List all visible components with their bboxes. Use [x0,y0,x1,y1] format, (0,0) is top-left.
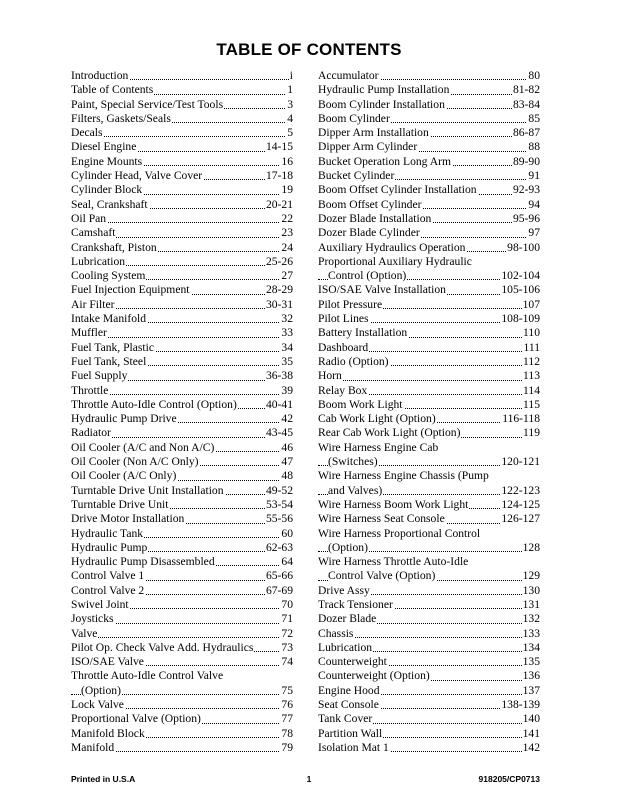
toc-entry-page: 115 [523,397,540,411]
toc-entry-title: Throttle [71,383,109,397]
toc-entry-title: Hydraulic Pump Drive [71,412,177,426]
toc-entry [318,698,540,712]
toc-entry-title: Valve [71,626,98,640]
toc-entry [71,569,293,583]
toc-entry-page: 3 [287,97,293,111]
toc-entry-title: Control Valve 2 [71,583,145,597]
toc-entry-title-continued: (Option) [328,540,368,554]
toc-entry [71,698,293,712]
toc-entry-page: 65-66 [265,569,293,583]
toc-entry [71,140,293,154]
toc-entry [318,69,540,83]
toc-entry-page: 133 [522,626,540,640]
toc-entry-title: Drive Motor Installation [71,512,185,526]
toc-entry-page: 24 [281,240,293,254]
toc-entry [71,212,293,226]
toc-entry [71,198,293,212]
toc-entry-page: 140 [522,712,540,726]
toc-entry-page: 129 [522,569,540,583]
toc-entry-title: Tank Cover [318,712,373,726]
toc-entry [71,169,293,183]
toc-entry-title: Counterweight (Option) [318,669,430,683]
toc-entry-page: 60 [281,526,293,540]
toc-entry-page: 19 [281,183,293,197]
toc-entry [71,398,293,412]
toc-entry-title: Wire Harness Proportional Control [318,526,481,540]
toc-entry [71,612,293,626]
toc-entry [318,341,540,355]
toc-entry [318,441,540,470]
leader-dots [318,379,540,381]
toc-entry-page: 22 [281,211,293,225]
toc-entry-page: 136 [522,669,540,683]
toc-entry-page: 33 [281,326,293,340]
toc-entry-title: Radiator [71,426,111,440]
toc-entry-page: 95-96 [512,211,540,225]
toc-entry [71,669,293,698]
toc-entry-title-continued: (Switches) [328,455,378,469]
toc-entry [318,298,540,312]
toc-entry [318,226,540,240]
toc-entry-page: 134 [522,640,540,654]
toc-entry-title: Joysticks [71,612,114,626]
toc-entry [318,584,540,598]
toc-entry-title: Boom Work Light [318,397,403,411]
toc-entry-title: Proportional Auxiliary Hydraulic [318,254,472,268]
toc-entry-title: Drive Assy [318,583,370,597]
toc-entry [318,555,540,584]
toc-entry-title: Decals [71,126,103,140]
toc-entry-page: 4 [287,111,293,125]
toc-entry-page: 5 [287,126,293,140]
toc-entry-page: 85 [528,111,540,125]
toc-entry-page: 35 [281,354,293,368]
toc-entry-title: Isolation Mat 1 [318,740,389,754]
toc-entry-page: 39 [281,383,293,397]
toc-entry [71,69,293,83]
toc-entry-title: Swivel Joint [71,597,129,611]
toc-entry-title: Cylinder Head, Valve Cover [71,169,203,183]
toc-entry-title: Bucket Operation Long Arm [318,154,451,168]
toc-entry-page: 113 [523,369,540,383]
toc-entry [71,741,293,755]
toc-entry [318,126,540,140]
toc-entry [71,541,293,555]
toc-entry [318,412,540,426]
toc-entry [71,426,293,440]
toc-entry-page: 16 [281,154,293,168]
toc-entry-page: 132 [522,612,540,626]
toc-entry-page: 49-52 [265,483,293,497]
toc-entry [71,441,293,455]
toc-entry-page: 86-87 [512,126,540,140]
toc-entry-title: Wire Harness Engine Chassis (Pump [318,469,489,483]
toc-entry-title: Fuel Tank, Steel [71,354,147,368]
toc-entry [71,641,293,655]
page-title: TABLE OF CONTENTS [216,40,402,59]
toc-entry-page: 46 [281,440,293,454]
toc-entry [318,98,540,112]
toc-entry [318,155,540,169]
toc-entry-title: Auxiliary Hydraulics Operation [318,240,466,254]
toc-entry-title: Boom Offset Cylinder [318,197,422,211]
toc-entry-title: Dashboard [318,340,369,354]
toc-entry-page: 98-100 [507,240,540,254]
toc-entry-title-continued: Control (Option) [328,269,407,283]
toc-entry-page: 131 [522,597,540,611]
toc-entry [318,598,540,612]
toc-entry-title: Dozer Blade Cylinder [318,226,420,240]
toc-entry [318,741,540,755]
toc-entry-page: 88 [528,140,540,154]
toc-entry [71,226,293,240]
toc-entry-page: 110 [523,326,540,340]
toc-entry [71,727,293,741]
toc-entry-title: Wire Harness Throttle Auto-Idle [318,555,469,569]
toc-entry-page: 48 [281,469,293,483]
toc-entry-page: 72 [281,626,293,640]
toc-entry-page: 120-121 [501,455,540,469]
toc-entry [318,255,540,284]
toc-entry-page: 126-127 [501,512,540,526]
toc-entry-page: 128 [522,540,540,554]
toc-entry-title: Oil Cooler (A/C Only) [71,469,177,483]
toc-entry-title: Cylinder Block [71,183,143,197]
footer-doc-code: 918205/CP0713 [478,774,540,784]
toc-entry-title: Oil Pan [71,211,107,225]
toc-entry [71,312,293,326]
toc-entry-page: 14-15 [265,140,293,154]
toc-entry-page: 91 [528,169,540,183]
toc-entry-page: 73 [281,640,293,654]
toc-entry-page: 112 [523,354,540,368]
toc-entry-page: 111 [523,340,540,354]
toc-entry-title: Battery Installation [318,326,408,340]
toc-entry-title: Table of Contents [71,83,154,97]
toc-entry [318,326,540,340]
toc-entry-title: Muffler [71,326,107,340]
toc-entry-page: 94 [528,197,540,211]
toc-entry-page: 47 [281,455,293,469]
toc-entry-page: 62-63 [265,540,293,554]
toc-entry-title-continued: (Option) [81,683,121,697]
toc-entry [71,469,293,483]
toc-entry [71,155,293,169]
toc-entry-title-continued: Control Valve (Option) [328,569,436,583]
toc-entry-page: 23 [281,226,293,240]
toc-entry-page: 138-139 [501,698,540,712]
toc-entry [71,655,293,669]
toc-entry [318,426,540,440]
toc-entry [71,512,293,526]
toc-entry-page: 71 [281,612,293,626]
toc-entry [71,355,293,369]
toc-entry [71,527,293,541]
toc-entry-page: 40-41 [265,397,293,411]
toc-entry-page: 116-118 [502,412,540,426]
toc-entry [71,126,293,140]
toc-entry-title: Radio (Option) [318,354,389,368]
toc-entry-title: Camshaft [71,226,116,240]
toc-entry-title: Relay Box [318,383,368,397]
toc-entry-title: Wire Harness Boom Work Light [318,497,469,511]
toc-entry [71,455,293,469]
toc-entry-title: Boom Offset Cylinder Installation [318,183,477,197]
toc-entry-title: Dozer Blade [318,612,377,626]
toc-entry-title: Control Valve 1 [71,569,145,583]
toc-entry [71,627,293,641]
toc-entry [318,112,540,126]
toc-entry [71,283,293,297]
toc-column-left [71,69,293,755]
toc-entry-page: 89-90 [512,154,540,168]
toc-entry [71,298,293,312]
toc-entry [71,712,293,726]
toc-entry-page: 20-21 [265,197,293,211]
toc-entry [71,183,293,197]
toc-entry-title: Pilot Op. Check Valve Add. Hydraulics [71,640,254,654]
toc-entry [318,727,540,741]
toc-entry [71,384,293,398]
toc-entry-page: 70 [281,597,293,611]
toc-entry-title: Counterweight [318,655,387,669]
toc-entry [318,527,540,556]
toc-entry [71,598,293,612]
leader-dots [71,636,293,638]
footer-printed: Printed in U.S.A [71,774,136,784]
toc-entry [71,484,293,498]
toc-entry-title: Air Filter [71,297,115,311]
toc-entry-page: 135 [522,655,540,669]
toc-entry-title: Rear Cab Work Light (Option) [318,426,461,440]
toc-entry-title: Pilot Lines [318,312,369,326]
toc-entry-title: Wire Harness Engine Cab [318,440,439,454]
toc-entry-page: 53-54 [265,497,293,511]
toc-entry-title: Track Tensioner [318,597,393,611]
toc-entry [318,498,540,512]
toc-entry-title: Dipper Arm Cylinder [318,140,418,154]
toc-entry-title: Pilot Pressure [318,297,383,311]
toc-entry [71,412,293,426]
toc-entry-page: 114 [523,383,540,397]
toc-entry [318,627,540,641]
toc-entry-title: Engine Hood [318,683,380,697]
toc-entry-title: Engine Mounts [71,154,143,168]
toc-entry-page: 42 [281,412,293,426]
toc-entry-title: Hydraulic Pump Installation [318,83,450,97]
toc-entry-page: 137 [522,683,540,697]
toc-entry-title: ISO/SAE Valve [71,655,144,669]
toc-entry [318,384,540,398]
toc-entry-page: 81-82 [512,83,540,97]
toc-entry-title: Hydraulic Pump Disassembled [71,555,215,569]
toc-entry-title: ISO/SAE Valve Installation [318,283,446,297]
toc-entry-title: Fuel Supply [71,369,128,383]
toc-entry-title: Throttle Auto-Idle Control (Option) [71,397,237,411]
toc-entry [71,498,293,512]
toc-entry-page: 34 [281,340,293,354]
toc-entry-title: Dipper Arm Installation [318,126,429,140]
toc-entry [71,269,293,283]
toc-entry-page: 142 [522,740,540,754]
toc-entry-title: Seat Console [318,698,379,712]
toc-entry-title: Fuel Injection Equipment [71,283,190,297]
toc-entry-title: Cooling System [71,269,146,283]
toc-entry [318,83,540,97]
toc-entry-title: Introduction [71,69,129,82]
toc-entry-page: 97 [528,226,540,240]
toc-entry [71,369,293,383]
toc-entry-title: Partition Wall [318,726,383,740]
toc-entry [318,355,540,369]
toc-entry-title: Oil Cooler (Non A/C Only) [71,455,199,469]
toc-entry-page: 28-29 [265,283,293,297]
toc-entry [71,83,293,97]
toc-entry-page: 1 [287,83,293,97]
toc-entry-title: Oil Cooler (A/C and Non A/C) [71,440,215,454]
toc-entry [318,669,540,683]
toc-entry-title: Boom Cylinder Installation [318,97,445,111]
toc-entry [318,183,540,197]
toc-entry-page: 141 [522,726,540,740]
toc-entry [318,312,540,326]
toc-entry [71,326,293,340]
toc-entry-page: 17-18 [265,169,293,183]
toc-entry [71,341,293,355]
toc-entry-page: i [289,69,293,82]
toc-entry-page: 122-123 [501,483,540,497]
toc-entry-title-continued: and Valves) [328,483,383,497]
toc-entry [318,212,540,226]
toc-entry-title: Diesel Engine [71,140,137,154]
toc-entry [318,641,540,655]
toc-entry-title: Filters, Gaskets/Seals [71,111,171,125]
toc-entry [318,655,540,669]
toc-entry-title: Crankshaft, Piston [71,240,157,254]
leader-dots [71,135,293,137]
toc-entry-title: Proportional Valve (Option) [71,712,201,726]
toc-entry-title: Lubrication [318,640,373,654]
toc-entry-title: Hydraulic Pump [71,540,148,554]
toc-entry-title: Throttle Auto-Idle Control Valve [71,669,224,683]
toc-entry-page: 78 [281,726,293,740]
toc-entry-page: 102-104 [501,269,540,283]
toc-entry [71,555,293,569]
toc-entry-page: 55-56 [265,512,293,526]
toc-entry [318,283,540,297]
toc-entry-title: Turntable Drive Unit [71,497,169,511]
toc-entry-page: 77 [281,712,293,726]
toc-entry-title: Turntable Drive Unit Installation [71,483,224,497]
toc-entry [318,169,540,183]
toc-entry-page: 25-26 [265,254,293,268]
toc-entry-page: 80 [528,69,540,82]
toc-entry-title: Chassis [318,626,354,640]
toc-entry-page: 67-69 [265,583,293,597]
toc-entry [71,112,293,126]
toc-entry [318,712,540,726]
toc-entry [71,241,293,255]
toc-entry-title: Boom Cylinder [318,111,390,125]
toc-entry-page: 107 [522,297,540,311]
toc-entry [318,198,540,212]
toc-entry-page: 92-93 [512,183,540,197]
toc-entry [318,684,540,698]
toc-entry-title: Dozer Blade Installation [318,211,432,225]
toc-entry-title: Horn [318,369,342,383]
toc-entry-page: 32 [281,312,293,326]
toc-entry-title: Intake Manifold [71,312,147,326]
toc-entry-page: 30-31 [265,297,293,311]
toc-entry-title: Bucket Cylinder [318,169,395,183]
toc-entry-title: Hydraulic Tank [71,526,144,540]
toc-entry-page: 27 [281,269,293,283]
toc-entry [71,255,293,269]
toc-entry-page: 108-109 [501,312,540,326]
toc-entry [318,469,540,498]
toc-entry-title: Accumulator [318,69,379,82]
footer-page-number: 1 [306,774,312,784]
toc-entry [71,98,293,112]
toc-entry-page: 75 [281,683,293,697]
toc-entry [318,612,540,626]
toc-entry [71,584,293,598]
toc-column-right [318,69,540,755]
toc-entry-page: 119 [523,426,540,440]
toc-entry-page: 36-38 [265,369,293,383]
toc-entry-title: Manifold Block [71,726,145,740]
toc-entry-page: 79 [281,740,293,754]
toc-entry-title: Paint, Special Service/Test Tools [71,97,224,111]
toc-entry [318,369,540,383]
toc-entry-title: Fuel Tank, Plastic [71,340,155,354]
toc-entry [318,398,540,412]
toc-entry-page: 124-125 [501,497,540,511]
toc-entry-page: 76 [281,698,293,712]
toc-entry-title: Cab Work Light (Option) [318,412,436,426]
toc-entry-page: 83-84 [512,97,540,111]
toc-entry-title: Manifold [71,740,115,754]
toc-entry [318,512,540,526]
toc-entry-page: 64 [281,555,293,569]
toc-entry [318,241,540,255]
toc-entry-page: 105-106 [501,283,540,297]
toc-entry-title: Seal, Crankshaft [71,197,148,211]
toc-entry-page: 74 [281,655,293,669]
toc-entry [318,140,540,154]
toc-entry-title: Wire Harness Seat Console [318,512,445,526]
toc-entry-page: 43-45 [265,426,293,440]
toc-entry-title: Lubrication [71,254,126,268]
toc-entry-title: Lock Valve [71,698,124,712]
toc-entry-page: 130 [522,583,540,597]
